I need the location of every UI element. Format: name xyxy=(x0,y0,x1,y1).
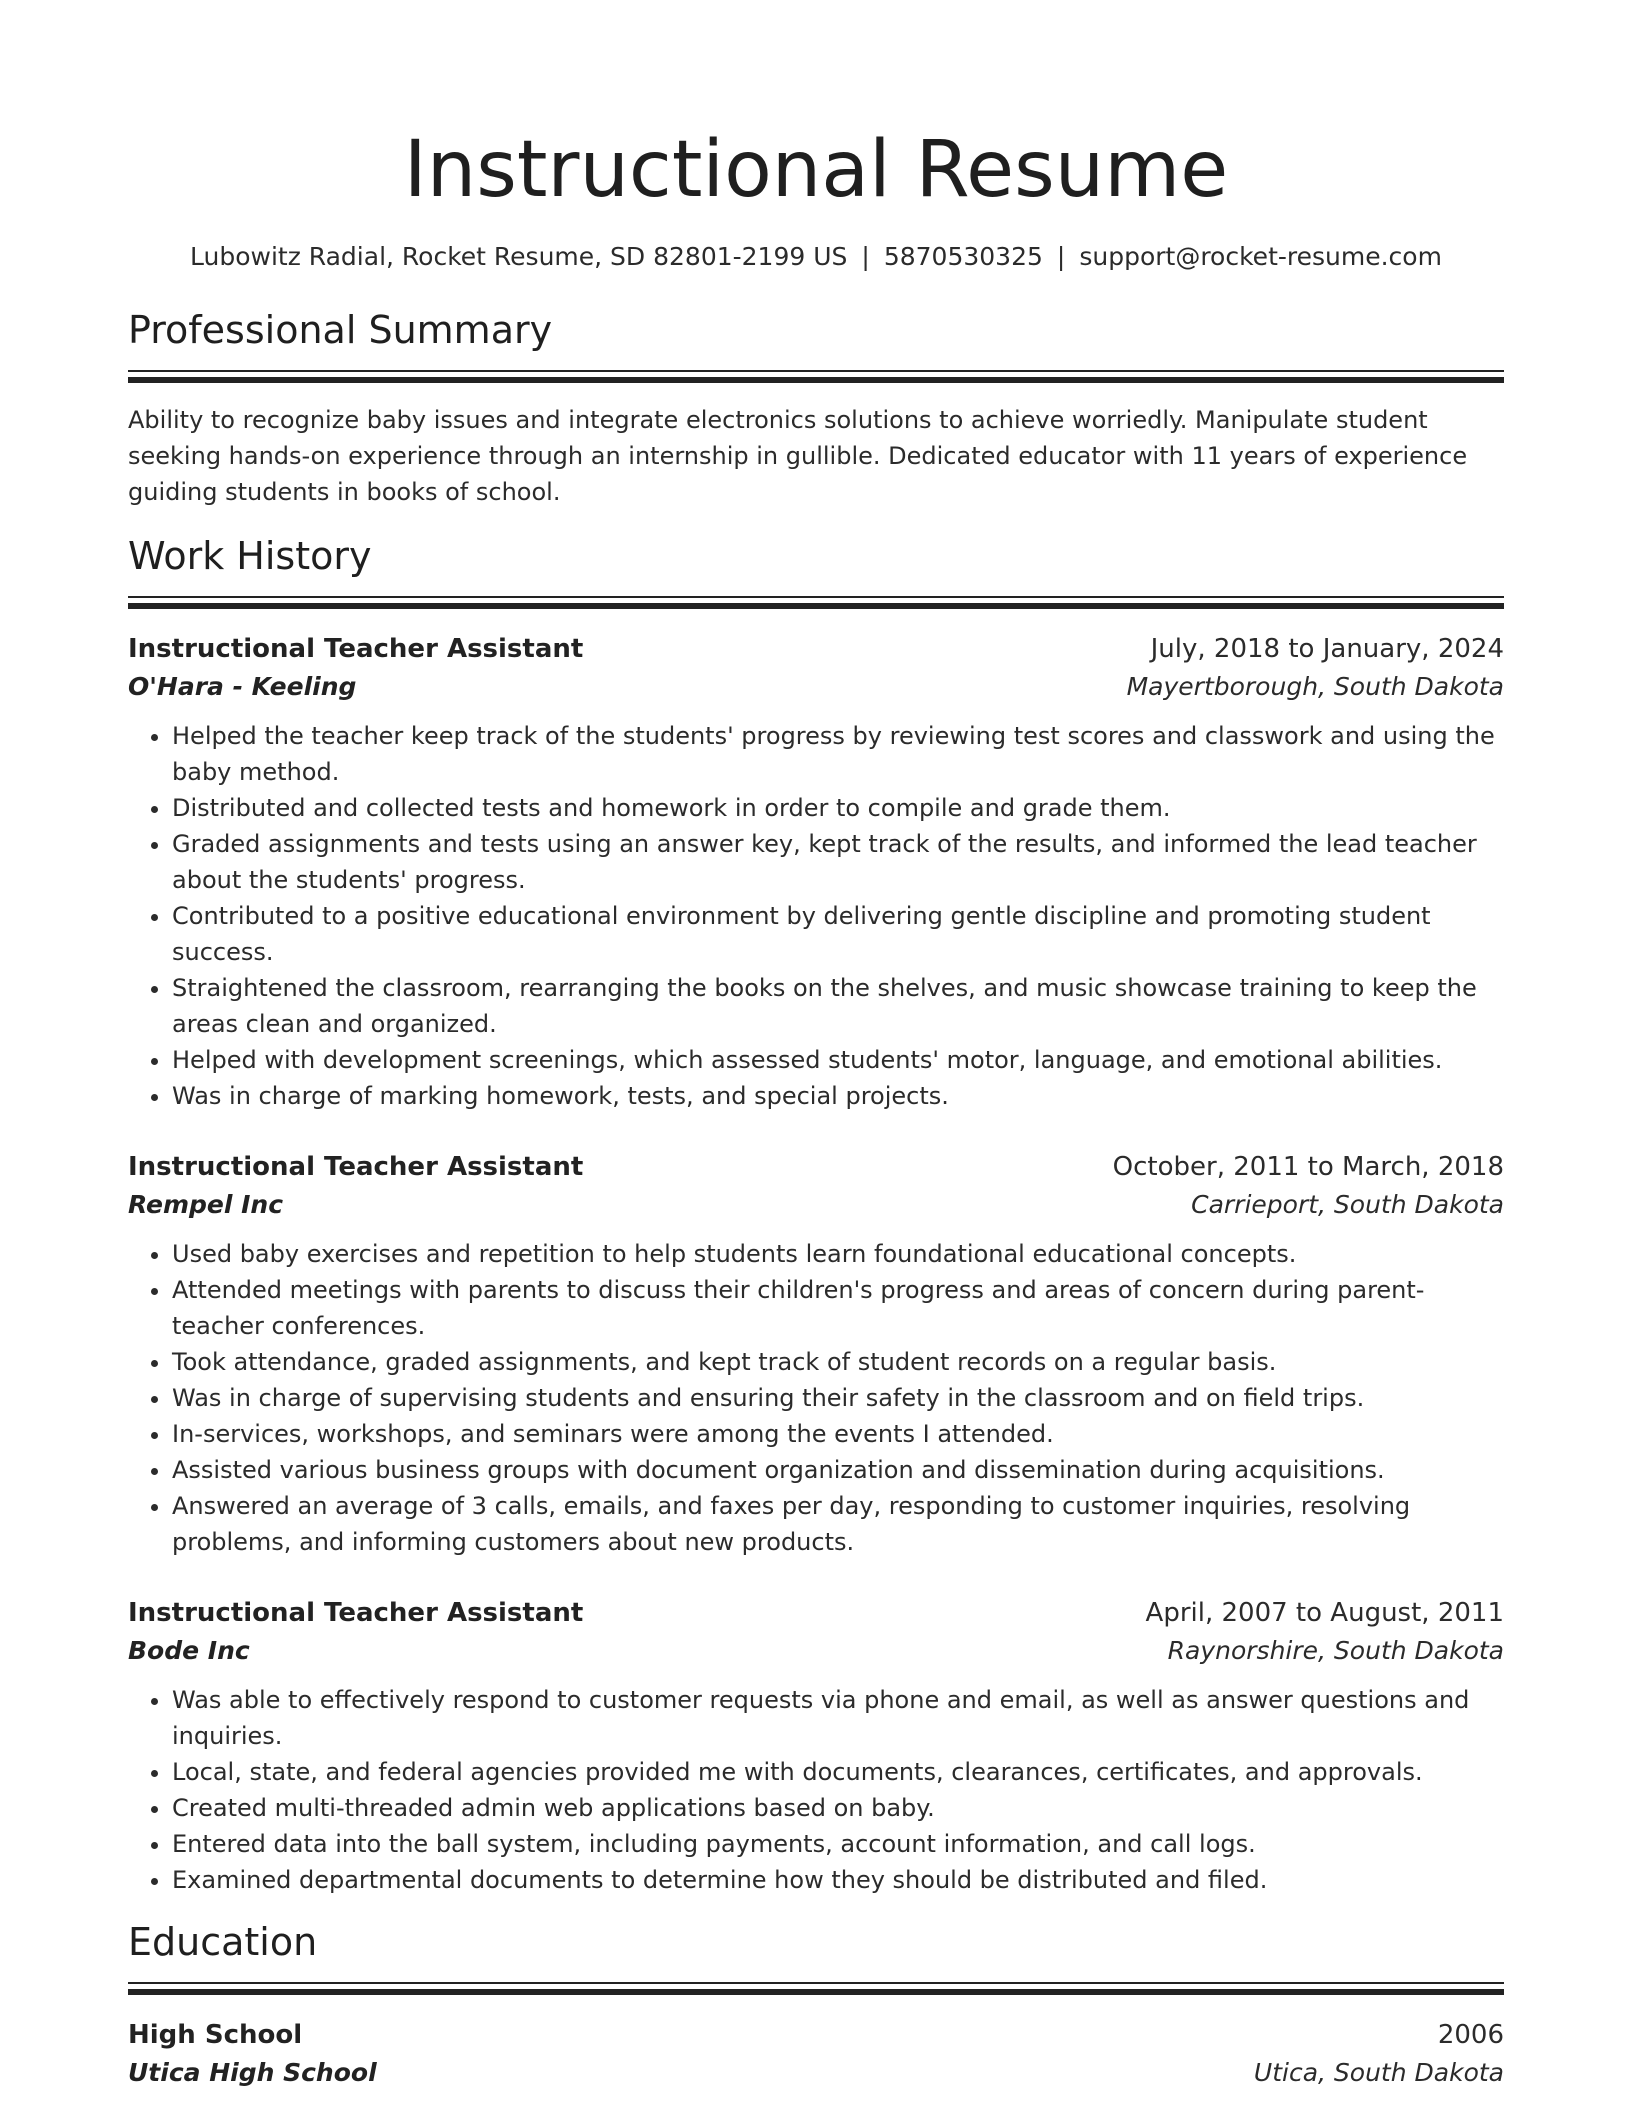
job-bullet: • Was able to effectively respond to customer requests via phone and email, as well as answer questions and inquiries. xyxy=(172,1682,1504,1754)
work-history-heading: Work History xyxy=(128,534,372,578)
job-bullet: • Entered data into the ball system, including payments, account information, and call logs. xyxy=(172,1826,1504,1862)
section-divider xyxy=(128,1982,1504,1996)
job-bullet: • Used baby exercises and repetition to help students learn foundational educational concepts. xyxy=(172,1236,1504,1272)
job-entry xyxy=(128,630,1504,1114)
education-school: Utica High School xyxy=(128,2058,377,2087)
job-location: Raynorshire, South Dakota xyxy=(1167,1636,1504,1665)
job-bullet: • Assisted various business groups with document organization and dissemination during acquisitions. xyxy=(172,1452,1504,1488)
contact-line xyxy=(128,240,1504,274)
job-bullet: • Created multi-threaded admin web applications based on baby. xyxy=(172,1790,1504,1826)
job-bullet: • Attended meetings with parents to discuss their children's progress and areas of concern during parent-teacher conferences. xyxy=(172,1272,1504,1344)
job-bullet: • Graded assignments and tests using an answer key, kept track of the results, and informed the lead teacher about the students' progress. xyxy=(172,826,1504,898)
section-divider xyxy=(128,370,1504,384)
contact-phone: 5870530325 xyxy=(883,242,1043,271)
resume-content xyxy=(128,0,1504,2092)
job-bullet: • Was in charge of supervising students and ensuring their safety in the classroom and on field trips. xyxy=(172,1380,1504,1416)
job-location: Mayertborough, South Dakota xyxy=(1126,672,1504,701)
contact-email: support@rocket-resume.com xyxy=(1079,242,1442,271)
job-entry xyxy=(128,1594,1504,1898)
job-location: Carrieport, South Dakota xyxy=(1191,1190,1504,1219)
summary-section xyxy=(128,304,1504,510)
job-bullet: • Distributed and collected tests and homework in order to compile and grade them. xyxy=(172,790,1504,826)
job-company: O'Hara - Keeling xyxy=(128,672,357,701)
job-bullet: • Was in charge of marking homework, tests, and special projects. xyxy=(172,1078,1504,1114)
job-entry xyxy=(128,1148,1504,1560)
job-bullet: • Examined departmental documents to determine how they should be distributed and filed. xyxy=(172,1862,1504,1898)
education-section xyxy=(128,1916,1504,2092)
education-heading: Education xyxy=(128,1920,318,1964)
education-year: 2006 xyxy=(1437,2020,1504,2050)
job-title: Instructional Teacher Assistant xyxy=(128,1598,584,1628)
job-bullet: • Contributed to a positive educational environment by delivering gentle discipline and promoting student success. xyxy=(172,898,1504,970)
contact-separator: | xyxy=(861,242,870,271)
contact-address: Lubowitz Radial, Rocket Resume, SD 82801-2199 US xyxy=(190,242,848,271)
education-degree: High School xyxy=(128,2020,303,2050)
job-bullets xyxy=(128,1682,1504,1898)
job-bullet: • Local, state, and federal agencies provided me with documents, clearances, certificates, and approvals. xyxy=(172,1754,1504,1790)
resume-title: Instructional Resume xyxy=(403,125,1229,215)
job-title: Instructional Teacher Assistant xyxy=(128,1152,584,1182)
work-history-section xyxy=(128,530,1504,1898)
job-bullets xyxy=(128,1236,1504,1560)
job-bullet: • Helped with development screenings, which assessed students' motor, language, and emotional abilities. xyxy=(172,1042,1504,1078)
contact-separator: | xyxy=(1056,242,1066,271)
education-entry xyxy=(128,2016,1504,2092)
job-company: Bode Inc xyxy=(128,1636,250,1665)
section-divider xyxy=(128,596,1504,610)
job-bullet: • Helped the teacher keep track of the students' progress by reviewing test scores and classwork and using the baby method. xyxy=(172,718,1504,790)
summary-text: Ability to recognize baby issues and integrate electronics solutions to achieve worriedly. Manipulate student seeking hands-on experience through an internship in gullible. Dedicated educator with 11 years of experience guiding students in books of school. xyxy=(128,406,1468,506)
job-title: Instructional Teacher Assistant xyxy=(128,634,584,664)
job-company: Rempel Inc xyxy=(128,1190,284,1219)
job-bullet: • In-services, workshops, and seminars were among the events I attended. xyxy=(172,1416,1504,1452)
education-location: Utica, South Dakota xyxy=(1253,2058,1504,2087)
job-dates: October, 2011 to March, 2018 xyxy=(1112,1152,1504,1182)
summary-heading: Professional Summary xyxy=(128,308,553,352)
job-dates: July, 2018 to January, 2024 xyxy=(1150,634,1504,664)
job-dates: April, 2007 to August, 2011 xyxy=(1145,1598,1504,1628)
job-bullet: • Took attendance, graded assignments, and kept track of student records on a regular basis. xyxy=(172,1344,1504,1380)
job-bullet: • Straightened the classroom, rearranging the books on the shelves, and music showcase training to keep the areas clean and organized. xyxy=(172,970,1504,1042)
job-bullets xyxy=(128,718,1504,1114)
job-bullet: • Answered an average of 3 calls, emails, and faxes per day, responding to customer inquiries, resolving problems, and informing customers about new products. xyxy=(172,1488,1504,1560)
